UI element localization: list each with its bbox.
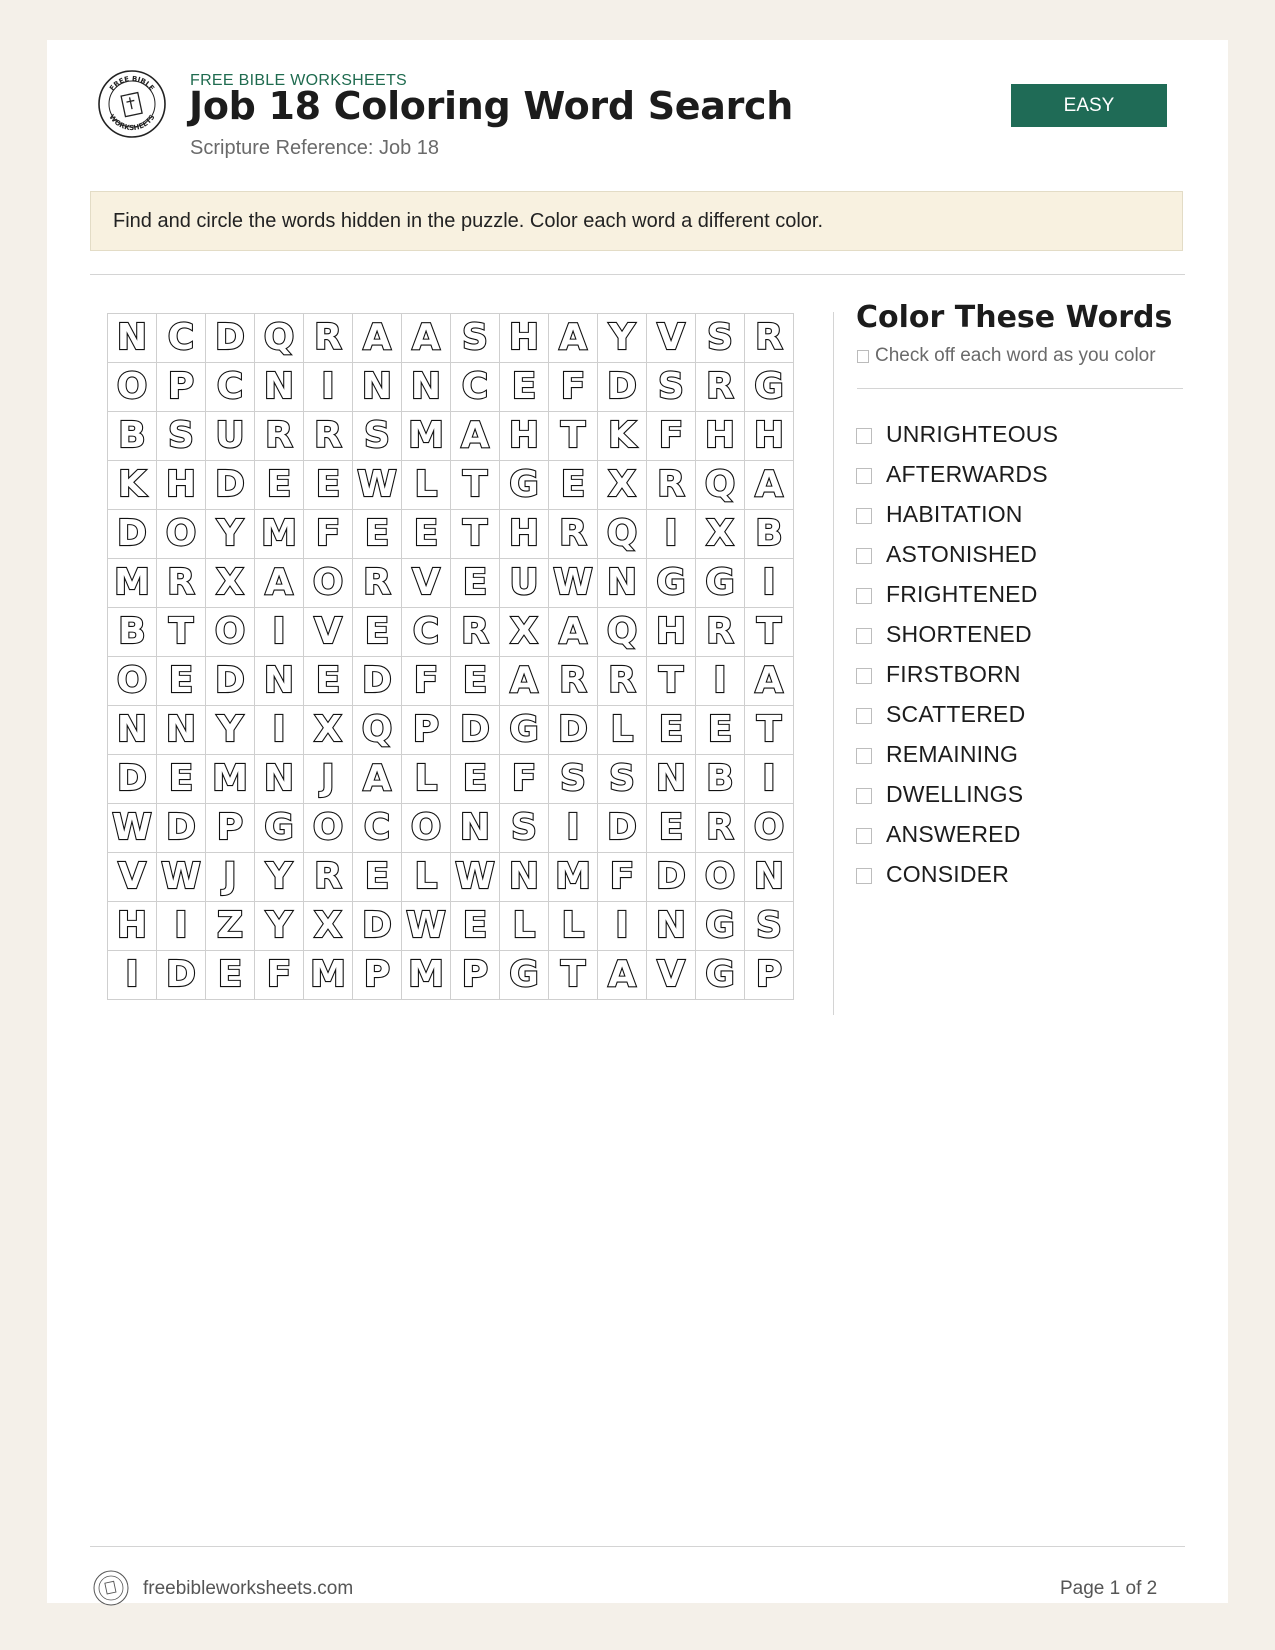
word-list-item <box>856 614 1058 654</box>
svg-text:FREE BIBLE: FREE BIBLE <box>108 74 156 93</box>
checkbox-icon <box>857 350 869 363</box>
grid-row <box>108 657 794 706</box>
instructions-text: Find and circle the words hidden in the puzzle. Color each word a different color. <box>113 209 824 232</box>
grid-cell[interactable]: W <box>402 902 451 951</box>
grid-cell[interactable]: G <box>696 902 745 951</box>
grid-cell[interactable]: E <box>451 902 500 951</box>
grid-cell[interactable]: O <box>206 608 255 657</box>
grid-cell[interactable]: R <box>696 608 745 657</box>
difficulty-badge: EASY <box>1011 84 1167 127</box>
grid-cell[interactable]: X <box>304 902 353 951</box>
grid-cell[interactable]: W <box>353 461 402 510</box>
grid-cell[interactable]: I <box>549 804 598 853</box>
grid-cell[interactable]: U <box>206 412 255 461</box>
grid-cell[interactable]: G <box>745 363 794 412</box>
grid-cell[interactable]: I <box>745 559 794 608</box>
grid-cell[interactable]: X <box>598 461 647 510</box>
grid-cell[interactable]: R <box>598 657 647 706</box>
grid-cell[interactable]: H <box>745 412 794 461</box>
grid-cell[interactable]: N <box>402 363 451 412</box>
brand-name: FREE BIBLE WORKSHEETS <box>190 72 408 89</box>
grid-cell[interactable]: Y <box>255 853 304 902</box>
grid-cell[interactable]: X <box>304 706 353 755</box>
grid-cell[interactable]: N <box>255 755 304 804</box>
grid-cell[interactable]: M <box>304 951 353 1000</box>
grid-cell[interactable]: G <box>500 706 549 755</box>
grid-cell[interactable]: D <box>206 314 255 363</box>
grid-cell[interactable]: A <box>255 559 304 608</box>
grid-cell[interactable]: F <box>304 510 353 559</box>
grid-cell[interactable]: E <box>353 853 402 902</box>
grid-cell[interactable]: R <box>647 461 696 510</box>
word-list-item <box>856 774 1058 814</box>
grid-cell[interactable]: P <box>353 951 402 1000</box>
grid-cell[interactable]: L <box>500 902 549 951</box>
grid-cell[interactable]: V <box>647 951 696 1000</box>
grid-cell[interactable]: F <box>500 755 549 804</box>
grid-cell[interactable]: Q <box>696 461 745 510</box>
grid-cell[interactable]: D <box>451 706 500 755</box>
grid-cell[interactable]: E <box>696 706 745 755</box>
grid-cell[interactable]: E <box>157 755 206 804</box>
grid-cell[interactable]: R <box>696 804 745 853</box>
grid-cell[interactable]: S <box>647 363 696 412</box>
grid-cell[interactable]: L <box>402 853 451 902</box>
grid-cell[interactable]: J <box>206 853 255 902</box>
grid-cell[interactable]: I <box>745 755 794 804</box>
grid-cell[interactable]: W <box>549 559 598 608</box>
grid-cell[interactable]: Q <box>598 608 647 657</box>
word-list-divider <box>857 388 1183 389</box>
grid-cell[interactable]: H <box>500 314 549 363</box>
grid-cell[interactable]: D <box>108 755 157 804</box>
grid-row <box>108 608 794 657</box>
grid-cell[interactable]: D <box>206 657 255 706</box>
grid-cell[interactable]: V <box>647 314 696 363</box>
grid-cell[interactable]: D <box>647 853 696 902</box>
grid-cell[interactable]: T <box>451 461 500 510</box>
word-checkbox[interactable] <box>856 708 872 724</box>
word-checkbox[interactable] <box>856 588 872 604</box>
grid-cell[interactable]: N <box>255 657 304 706</box>
grid-cell[interactable]: G <box>647 559 696 608</box>
grid-cell[interactable]: A <box>402 314 451 363</box>
word-list-item <box>856 814 1058 854</box>
word-list-item <box>856 414 1058 454</box>
grid-cell[interactable]: E <box>647 804 696 853</box>
grid-cell[interactable]: E <box>206 951 255 1000</box>
grid-cell[interactable]: W <box>451 853 500 902</box>
grid-cell[interactable]: Q <box>598 510 647 559</box>
grid-cell[interactable]: N <box>647 755 696 804</box>
grid-cell[interactable]: T <box>745 706 794 755</box>
worksheet-page <box>47 40 1228 1603</box>
word-list-item <box>856 694 1058 734</box>
grid-cell[interactable]: S <box>500 804 549 853</box>
grid-cell[interactable]: I <box>255 706 304 755</box>
grid-cell[interactable]: E <box>451 755 500 804</box>
grid-cell[interactable]: J <box>304 755 353 804</box>
grid-cell[interactable]: E <box>304 461 353 510</box>
grid-cell[interactable]: E <box>451 657 500 706</box>
grid-cell[interactable]: H <box>500 510 549 559</box>
grid-cell[interactable]: Q <box>353 706 402 755</box>
grid-cell[interactable]: S <box>451 314 500 363</box>
grid-cell[interactable]: H <box>500 412 549 461</box>
grid-row <box>108 559 794 608</box>
grid-cell[interactable]: N <box>108 706 157 755</box>
grid-cell[interactable]: R <box>696 363 745 412</box>
grid-cell[interactable]: L <box>598 706 647 755</box>
grid-cell[interactable]: R <box>255 412 304 461</box>
word-checkbox[interactable] <box>856 508 872 524</box>
grid-cell[interactable]: K <box>598 412 647 461</box>
word-search-grid <box>107 313 794 1000</box>
grid-cell[interactable]: W <box>157 853 206 902</box>
grid-cell[interactable]: I <box>108 951 157 1000</box>
grid-cell[interactable]: C <box>206 363 255 412</box>
grid-cell[interactable]: X <box>206 559 255 608</box>
grid-cell[interactable]: S <box>598 755 647 804</box>
grid-cell[interactable]: F <box>255 951 304 1000</box>
grid-cell[interactable]: W <box>108 804 157 853</box>
footer-logo <box>93 1570 129 1606</box>
grid-cell[interactable]: N <box>598 559 647 608</box>
grid-cell[interactable]: O <box>304 559 353 608</box>
word-checkbox[interactable] <box>856 468 872 484</box>
word-list-item <box>856 854 1058 894</box>
grid-cell[interactable]: P <box>157 363 206 412</box>
footer-divider <box>90 1546 1185 1547</box>
grid-cell[interactable]: A <box>745 461 794 510</box>
grid-cell[interactable]: I <box>157 902 206 951</box>
word-list-item <box>856 734 1058 774</box>
grid-cell[interactable]: S <box>745 902 794 951</box>
scripture-reference: Scripture Reference: Job 18 <box>190 137 440 159</box>
grid-cell[interactable]: B <box>696 755 745 804</box>
grid-cell[interactable]: D <box>598 804 647 853</box>
grid-cell[interactable]: A <box>745 657 794 706</box>
grid-cell[interactable]: R <box>304 314 353 363</box>
grid-cell[interactable]: T <box>549 412 598 461</box>
word-list-item <box>856 494 1058 534</box>
grid-cell[interactable]: G <box>696 951 745 1000</box>
grid-cell[interactable]: S <box>157 412 206 461</box>
grid-row <box>108 461 794 510</box>
grid-cell[interactable]: I <box>647 510 696 559</box>
divider <box>90 274 1185 275</box>
grid-cell[interactable]: A <box>353 314 402 363</box>
grid-cell[interactable]: H <box>696 412 745 461</box>
footer-site-url: freebibleworksheets.com <box>143 1578 354 1599</box>
grid-cell[interactable]: I <box>696 657 745 706</box>
grid-cell[interactable]: D <box>206 461 255 510</box>
grid-cell[interactable]: N <box>451 804 500 853</box>
grid-cell[interactable]: E <box>647 706 696 755</box>
word-label: SCATTERED <box>886 700 1026 727</box>
grid-cell[interactable]: T <box>745 608 794 657</box>
grid-cell[interactable]: R <box>353 559 402 608</box>
grid-cell[interactable]: A <box>451 412 500 461</box>
grid-cell[interactable]: X <box>500 608 549 657</box>
grid-cell[interactable]: Q <box>255 314 304 363</box>
word-label: REMAINING <box>886 740 1019 767</box>
word-label: DWELLINGS <box>886 780 1024 807</box>
grid-cell[interactable]: G <box>696 559 745 608</box>
grid-cell[interactable]: P <box>206 804 255 853</box>
grid-cell[interactable]: G <box>255 804 304 853</box>
grid-cell[interactable]: A <box>353 755 402 804</box>
grid-cell[interactable]: O <box>108 363 157 412</box>
grid-row <box>108 706 794 755</box>
word-label: FIRSTBORN <box>886 660 1021 687</box>
grid-cell[interactable]: O <box>304 804 353 853</box>
grid-row <box>108 951 794 1000</box>
grid-row <box>108 755 794 804</box>
word-checkbox[interactable] <box>856 788 872 804</box>
grid-cell[interactable]: E <box>451 559 500 608</box>
grid-cell[interactable]: V <box>304 608 353 657</box>
grid-cell[interactable]: B <box>108 608 157 657</box>
grid-cell[interactable]: D <box>353 657 402 706</box>
word-label: AFTERWARDS <box>886 460 1048 487</box>
brand-logo <box>97 69 167 139</box>
grid-cell[interactable]: E <box>549 461 598 510</box>
grid-cell[interactable]: E <box>157 657 206 706</box>
column-divider <box>833 312 834 1015</box>
grid-cell[interactable]: M <box>549 853 598 902</box>
grid-cell[interactable]: L <box>549 902 598 951</box>
grid-cell[interactable]: R <box>157 559 206 608</box>
grid-cell[interactable]: D <box>157 951 206 1000</box>
grid-cell[interactable]: C <box>353 804 402 853</box>
word-label: ANSWERED <box>886 820 1021 847</box>
word-label: FRIGHTENED <box>886 580 1038 607</box>
grid-cell[interactable]: N <box>157 706 206 755</box>
grid-cell[interactable]: P <box>451 951 500 1000</box>
grid-cell[interactable]: K <box>108 461 157 510</box>
grid-cell[interactable]: R <box>451 608 500 657</box>
grid-cell[interactable]: I <box>304 363 353 412</box>
grid-cell[interactable]: F <box>549 363 598 412</box>
grid-cell[interactable]: S <box>696 314 745 363</box>
grid-cell[interactable]: G <box>500 951 549 1000</box>
grid-cell[interactable]: H <box>108 902 157 951</box>
word-label: SHORTENED <box>886 620 1032 647</box>
grid-cell[interactable]: N <box>353 363 402 412</box>
grid-cell[interactable]: Y <box>255 902 304 951</box>
word-checkbox[interactable] <box>856 628 872 644</box>
grid-cell[interactable]: H <box>647 608 696 657</box>
grid-cell[interactable]: N <box>647 902 696 951</box>
grid-cell[interactable]: M <box>255 510 304 559</box>
grid-cell[interactable]: A <box>549 608 598 657</box>
word-list-item <box>856 534 1058 574</box>
grid-cell[interactable]: F <box>647 412 696 461</box>
word-list-item <box>856 454 1058 494</box>
grid-cell[interactable]: V <box>402 559 451 608</box>
grid-cell[interactable]: E <box>353 510 402 559</box>
grid-cell[interactable]: O <box>745 804 794 853</box>
grid-cell[interactable]: R <box>549 510 598 559</box>
grid-row <box>108 902 794 951</box>
grid-cell[interactable]: L <box>402 461 451 510</box>
grid-cell[interactable]: Y <box>206 706 255 755</box>
grid-row <box>108 510 794 559</box>
grid-cell[interactable]: I <box>255 608 304 657</box>
grid-cell[interactable]: C <box>157 314 206 363</box>
word-checkbox[interactable] <box>856 668 872 684</box>
grid-cell[interactable]: M <box>402 412 451 461</box>
word-label: ASTONISHED <box>886 540 1038 567</box>
grid-cell[interactable]: D <box>157 804 206 853</box>
grid-cell[interactable]: E <box>353 608 402 657</box>
grid-row <box>108 363 794 412</box>
grid-cell[interactable]: R <box>549 657 598 706</box>
grid-cell[interactable]: N <box>255 363 304 412</box>
grid-cell[interactable]: S <box>549 755 598 804</box>
grid-cell[interactable]: N <box>745 853 794 902</box>
grid-cell[interactable]: D <box>549 706 598 755</box>
grid-cell[interactable]: T <box>647 657 696 706</box>
grid-cell[interactable]: O <box>402 804 451 853</box>
grid-cell[interactable]: A <box>598 951 647 1000</box>
word-label: UNRIGHTEOUS <box>886 420 1059 447</box>
page-title: Job 18 Coloring Word Search <box>189 84 794 128</box>
grid-cell[interactable]: O <box>108 657 157 706</box>
grid-cell[interactable]: O <box>696 853 745 902</box>
instructions-box <box>90 191 1183 251</box>
grid-cell[interactable]: M <box>206 755 255 804</box>
word-list-item <box>856 574 1058 614</box>
grid-cell[interactable]: V <box>108 853 157 902</box>
word-list-item <box>856 654 1058 694</box>
grid-cell[interactable]: G <box>500 461 549 510</box>
word-label: HABITATION <box>886 500 1023 527</box>
word-list <box>856 414 1058 894</box>
grid-cell[interactable]: I <box>598 902 647 951</box>
grid-cell[interactable]: D <box>108 510 157 559</box>
grid-cell[interactable]: E <box>402 510 451 559</box>
grid-cell[interactable]: M <box>108 559 157 608</box>
grid-row <box>108 412 794 461</box>
word-checkbox[interactable] <box>856 748 872 764</box>
svg-text:WORKSHEETS: WORKSHEETS <box>107 113 157 133</box>
grid-cell[interactable]: H <box>157 461 206 510</box>
grid-row <box>108 804 794 853</box>
grid-cell[interactable]: T <box>549 951 598 1000</box>
grid-cell[interactable]: Y <box>206 510 255 559</box>
word-checkbox[interactable] <box>856 868 872 884</box>
word-checkbox[interactable] <box>856 828 872 844</box>
grid-cell[interactable]: S <box>353 412 402 461</box>
grid-cell[interactable]: C <box>402 608 451 657</box>
grid-cell[interactable]: C <box>451 363 500 412</box>
grid-cell[interactable]: F <box>598 853 647 902</box>
grid-cell[interactable]: A <box>500 657 549 706</box>
word-checkbox[interactable] <box>856 428 872 444</box>
grid-cell[interactable]: L <box>402 755 451 804</box>
grid-cell[interactable]: D <box>598 363 647 412</box>
grid-cell[interactable]: A <box>549 314 598 363</box>
grid-cell[interactable]: B <box>745 510 794 559</box>
grid-cell[interactable]: U <box>500 559 549 608</box>
grid-cell[interactable]: O <box>157 510 206 559</box>
word-list-subtitle <box>857 345 1156 367</box>
grid-cell[interactable]: N <box>108 314 157 363</box>
grid-cell[interactable]: R <box>745 314 794 363</box>
grid-cell[interactable]: R <box>304 853 353 902</box>
word-checkbox[interactable] <box>856 548 872 564</box>
grid-cell[interactable]: E <box>255 461 304 510</box>
grid-cell[interactable]: D <box>353 902 402 951</box>
grid-cell[interactable]: N <box>500 853 549 902</box>
grid-cell[interactable]: E <box>500 363 549 412</box>
grid-cell[interactable]: R <box>304 412 353 461</box>
grid-cell[interactable]: P <box>402 706 451 755</box>
grid-row <box>108 853 794 902</box>
grid-cell[interactable]: P <box>745 951 794 1000</box>
grid-cell[interactable]: T <box>157 608 206 657</box>
grid-cell[interactable]: X <box>696 510 745 559</box>
grid-cell[interactable]: E <box>304 657 353 706</box>
grid-cell[interactable]: B <box>108 412 157 461</box>
word-list-subtitle-text: Check off each word as you color <box>875 345 1156 366</box>
grid-cell[interactable]: F <box>402 657 451 706</box>
grid-cell[interactable]: Y <box>598 314 647 363</box>
page-number: Page 1 of 2 <box>1060 1578 1158 1599</box>
word-label: CONSIDER <box>886 860 1010 887</box>
grid-cell[interactable]: T <box>451 510 500 559</box>
word-list-title: Color These Words <box>856 300 1173 335</box>
grid-cell[interactable]: M <box>402 951 451 1000</box>
grid-row <box>108 314 794 363</box>
grid-cell[interactable]: Z <box>206 902 255 951</box>
